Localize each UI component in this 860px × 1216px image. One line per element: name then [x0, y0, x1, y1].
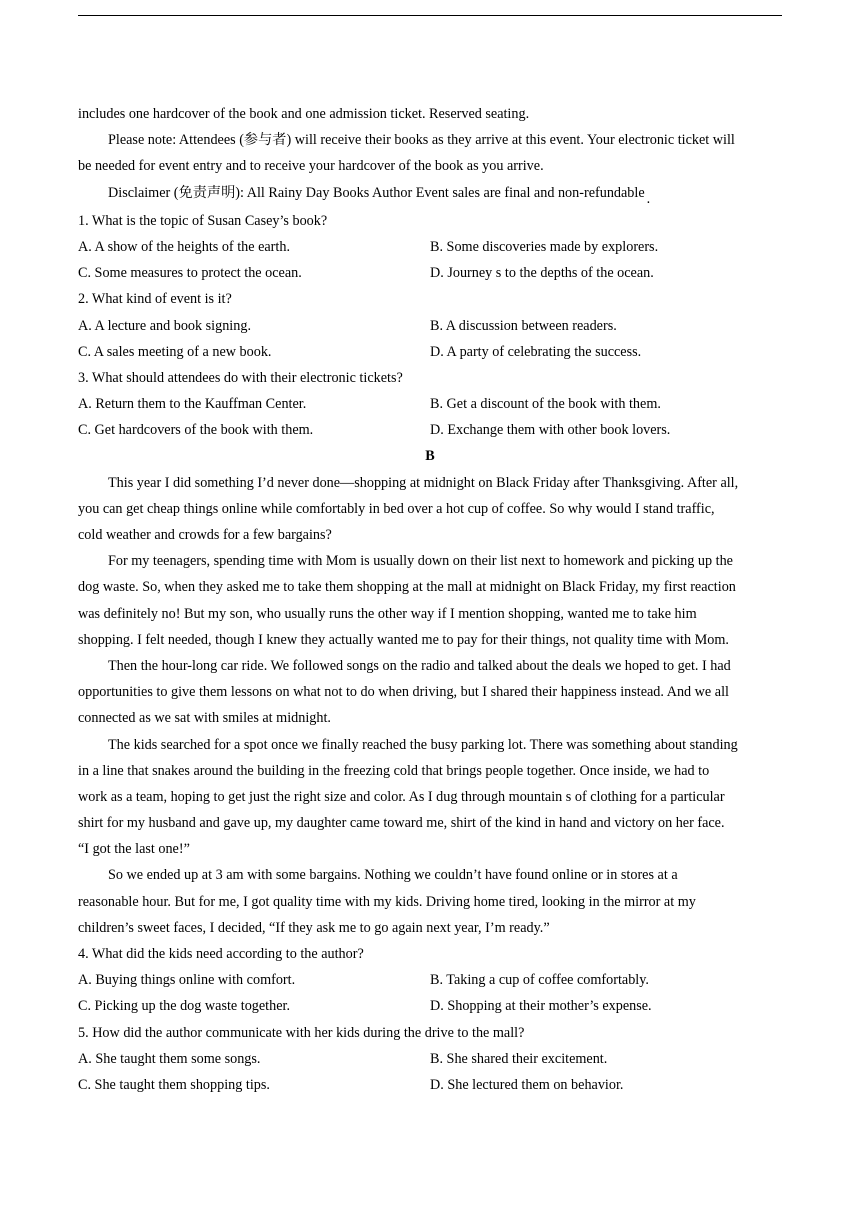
- question-group-b: [78, 941, 782, 1098]
- option-c[interactable]: C. Get hardcovers of the book with them.: [78, 422, 314, 439]
- question-5: [78, 1020, 782, 1099]
- header-rule: [78, 15, 782, 16]
- passage-line: shopping. I felt needed, though I knew they actually wanted me to pay for their things, not quality time with Mom.: [78, 631, 729, 648]
- passage-line: you can get cheap things online while comfortably in bed over a hot cup of coffee. So why would I stand traffic,: [78, 500, 715, 517]
- option-d[interactable]: D. Shopping at their mother’s expense.: [430, 998, 652, 1015]
- option-c[interactable]: C. Some measures to protect the ocean.: [78, 265, 302, 282]
- question-4: [78, 941, 782, 1020]
- passage-line: was definitely no! But my son, who usually runs the other way if I mention shopping, wanted me to take him: [78, 605, 697, 622]
- question-stem: 4. What did the kids need according to the author?: [78, 946, 364, 962]
- passage-line: includes one hardcover of the book and one admission ticket. Reserved seating.: [78, 106, 530, 122]
- passage-line: Then the hour-long car ride. We followed songs on the radio and talked about the deals we hoped to get. I had: [108, 657, 731, 674]
- passage-line: children’s sweet faces, I decided, “If they ask me to go again next year, I’m ready.”: [78, 919, 550, 936]
- option-b[interactable]: B. A discussion between readers.: [430, 317, 617, 334]
- passage-line: cold weather and crowds for a few bargains?: [78, 527, 332, 543]
- passage-line: be needed for event entry and to receive your hardcover of the book as you arrive.: [78, 158, 544, 175]
- option-a[interactable]: A. A lecture and book signing.: [78, 317, 251, 334]
- passage-line: For my teenagers, spending time with Mom is usually down on their list next to homework and picking up the: [108, 553, 733, 570]
- question-group-a: [78, 208, 782, 444]
- option-b[interactable]: B. She shared their excitement.: [430, 1050, 608, 1067]
- passage-line: shirt for my husband and gave up, my daughter came toward me, shirt of the kind in hand and victory on her face.: [78, 815, 725, 832]
- passage-line: This year I did something I’d never done—shopping at midnight on Black Friday after Thanksgiving. After all,: [108, 474, 739, 491]
- passage-line-disclaimer: [78, 180, 782, 206]
- passage-line: “I got the last one!”: [78, 841, 190, 858]
- option-b[interactable]: B. Get a discount of the book with them.: [430, 396, 661, 413]
- document-page: [78, 101, 782, 1098]
- question-3: [78, 365, 782, 444]
- option-d[interactable]: D. A party of celebrating the success.: [430, 343, 642, 360]
- question-1: [78, 208, 782, 287]
- passage-line: Please note: Attendees (参与者) will receive their books as they arrive at this event. Your electronic ticket will: [108, 132, 735, 149]
- option-b[interactable]: B. Taking a cup of coffee comfortably.: [430, 972, 649, 989]
- question-stem: 5. How did the author communicate with her kids during the drive to the mall?: [78, 1024, 525, 1041]
- section-b-title: B: [425, 448, 435, 465]
- passage-b: [78, 470, 782, 941]
- question-stem: 2. What kind of event is it?: [78, 291, 232, 308]
- option-a[interactable]: A. A show of the heights of the earth.: [78, 238, 290, 255]
- passage-line: The kids searched for a spot once we finally reached the busy parking lot. There was something about standing: [108, 736, 738, 753]
- trailing-dot: .: [646, 190, 651, 207]
- option-a[interactable]: A. Return them to the Kauffman Center.: [78, 396, 307, 413]
- question-2: [78, 286, 782, 365]
- passage-line: in a line that snakes around the building in the freezing cold that brings people together. Once inside, we had to: [78, 762, 710, 779]
- option-d[interactable]: D. Journey s to the depths of the ocean.: [430, 265, 654, 282]
- option-c[interactable]: C. A sales meeting of a new book.: [78, 343, 272, 360]
- question-stem: 1. What is the topic of Susan Casey’s book?: [78, 212, 328, 229]
- passage-line: opportunities to give them lessons on what not to do when driving, but I shared their happiness instead. And we all: [78, 684, 729, 701]
- passage-line: connected as we sat with smiles at midnight.: [78, 710, 331, 727]
- option-c[interactable]: C. She taught them shopping tips.: [78, 1076, 270, 1093]
- question-stem: 3. What should attendees do with their electronic tickets?: [78, 369, 403, 386]
- passage-line: reasonable hour. But for me, I got quality time with my kids. Driving home tired, looking in the mirror at my: [78, 893, 696, 910]
- disclaimer-text: Disclaimer (免责声明): All Rainy Day Books Author Event sales are final and non-refundable: [108, 184, 645, 201]
- passage-line: So we ended up at 3 am with some bargains. Nothing we couldn’t have found online or in stores at a: [108, 867, 678, 884]
- option-a[interactable]: A. Buying things online with comfort.: [78, 972, 296, 989]
- option-b[interactable]: B. Some discoveries made by explorers.: [430, 238, 659, 255]
- passage-a-tail: [78, 101, 782, 206]
- passage-line: work as a team, hoping to get just the right size and color. As I dug through mountain s of clothing for a particular: [78, 788, 725, 805]
- option-d[interactable]: D. She lectured them on behavior.: [430, 1076, 624, 1093]
- option-a[interactable]: A. She taught them some songs.: [78, 1050, 261, 1067]
- option-d[interactable]: D. Exchange them with other book lovers.: [430, 422, 671, 439]
- passage-line: dog waste. So, when they asked me to take them shopping at the mall at midnight on Black Friday, my first reaction: [78, 579, 736, 596]
- option-c[interactable]: C. Picking up the dog waste together.: [78, 998, 290, 1015]
